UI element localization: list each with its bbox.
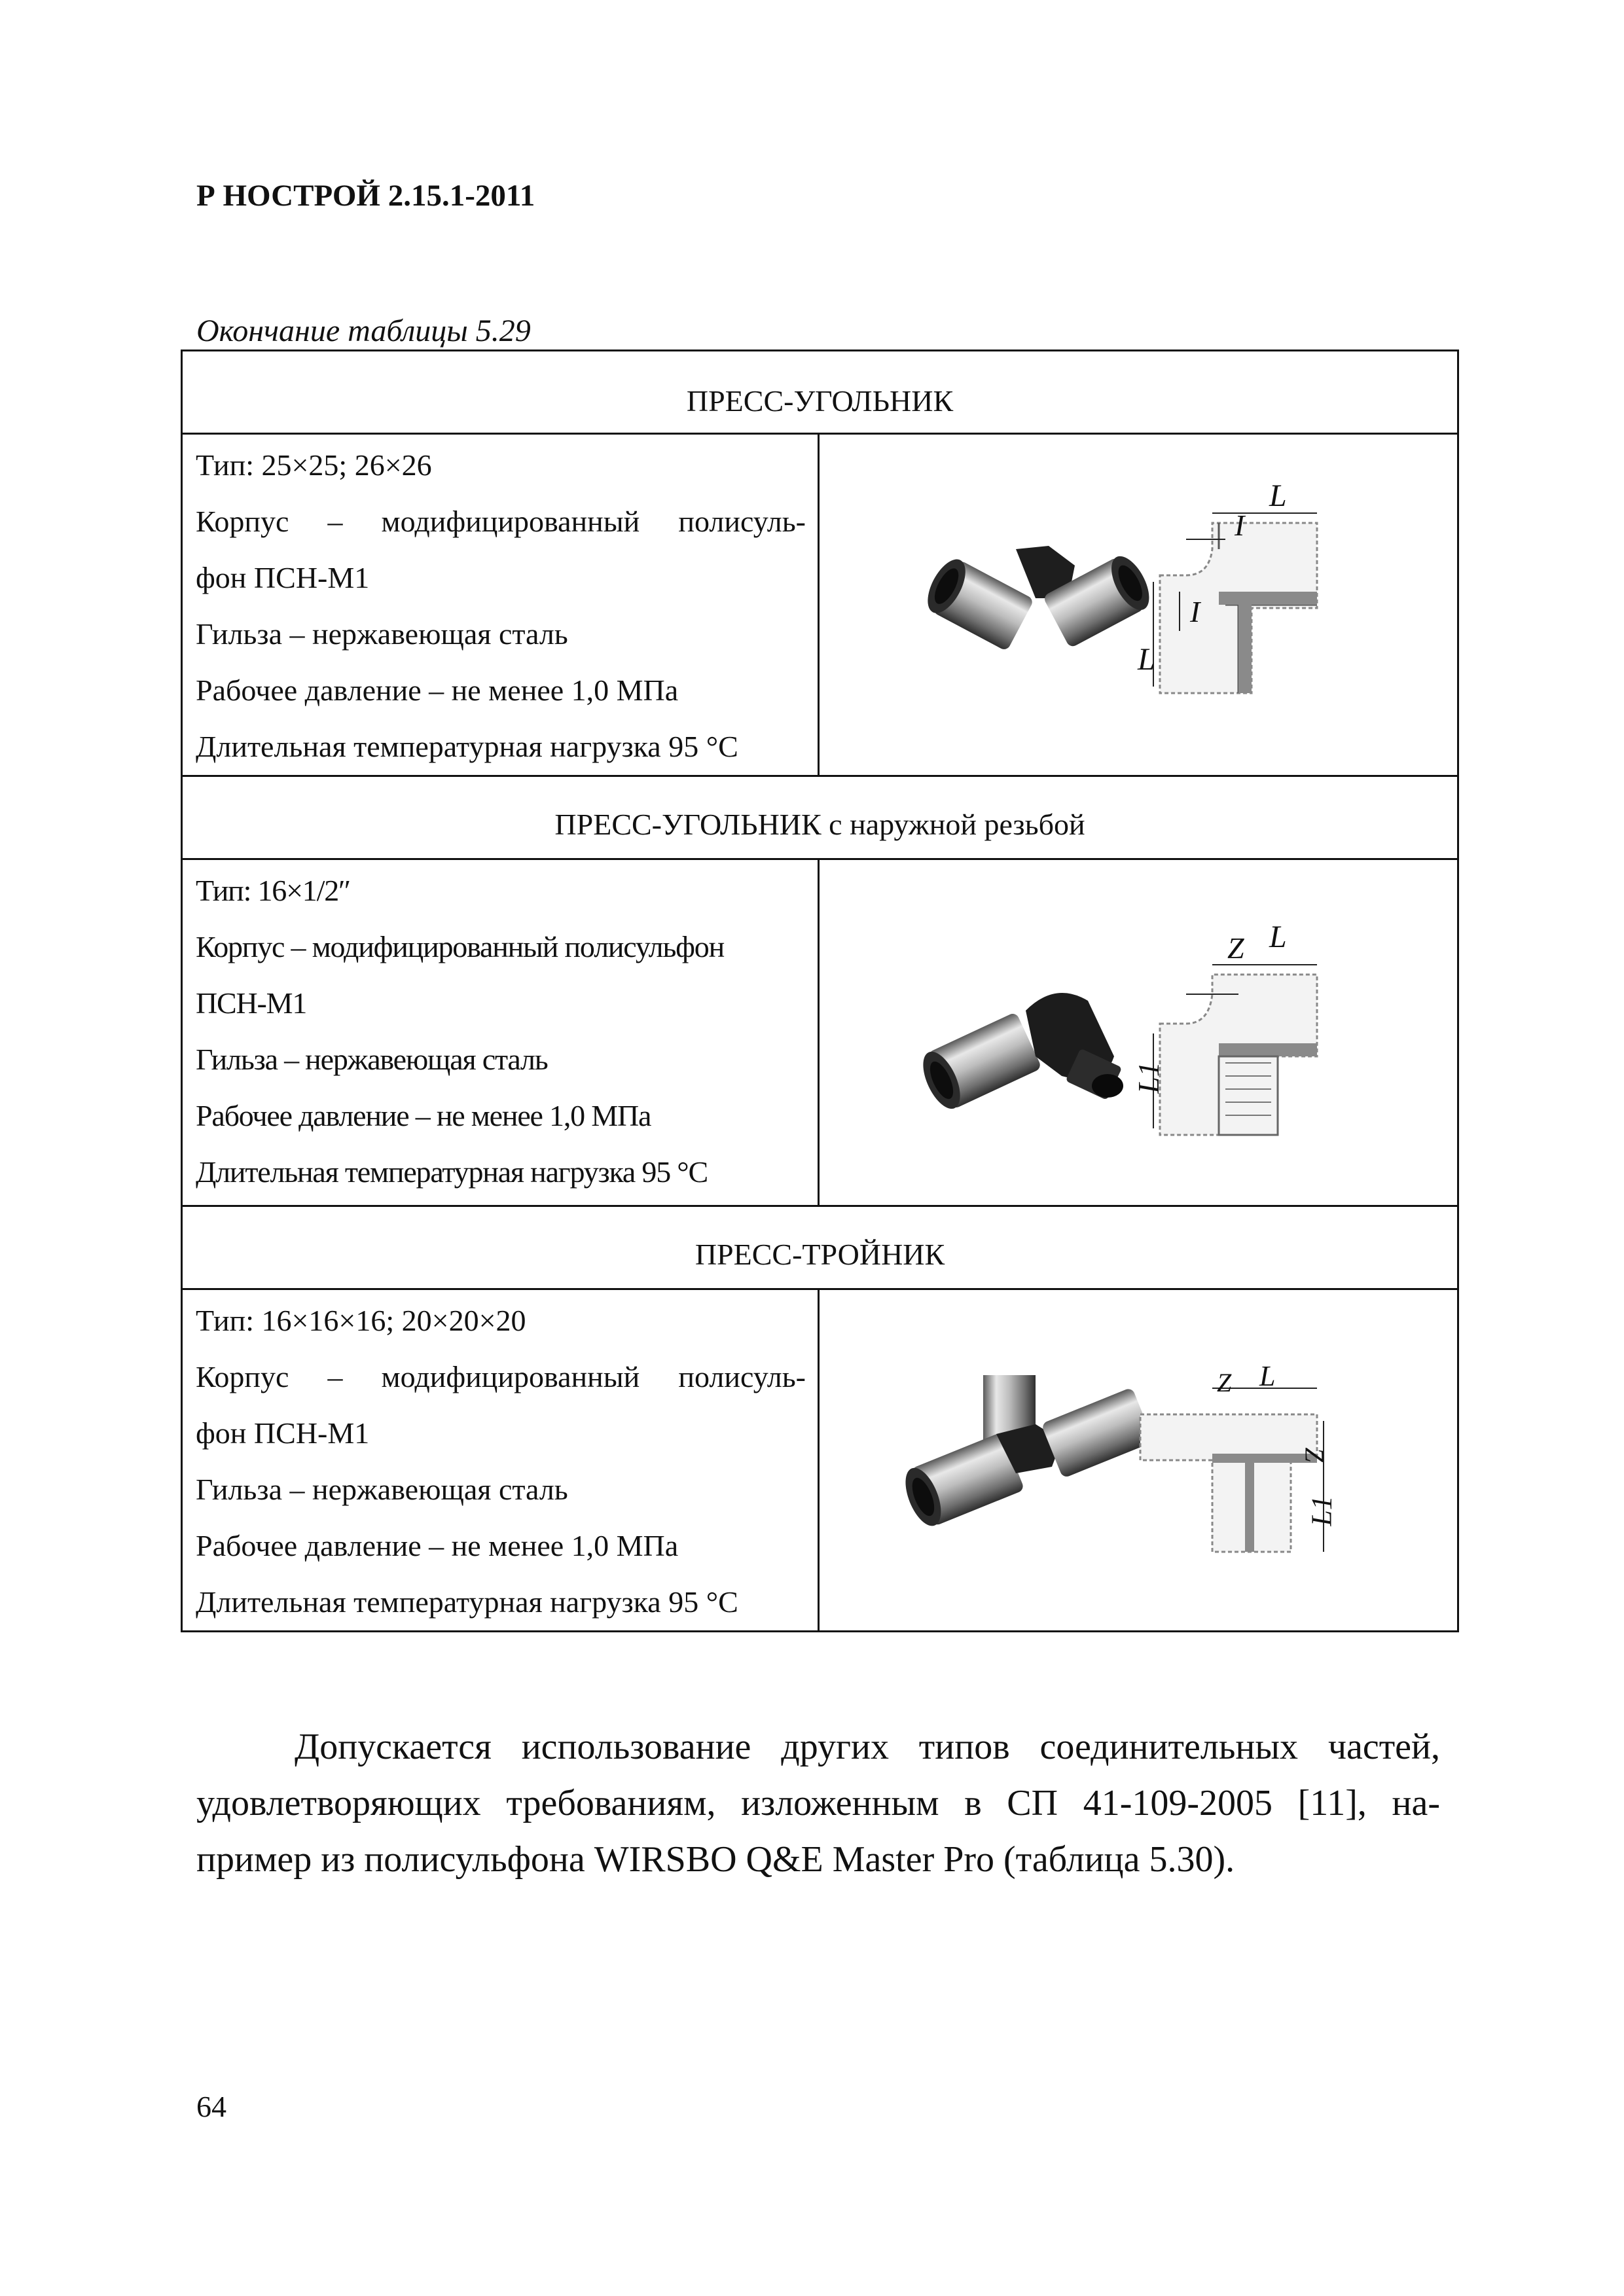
threaded-elbow-photo — [916, 993, 1123, 1115]
fitting-illustration-cell — [819, 859, 1458, 1206]
section-body-row — [182, 1289, 1458, 1632]
spec-description — [182, 859, 819, 1206]
section-header-row — [182, 776, 1458, 859]
page-number: 64 — [196, 2090, 226, 2123]
press-tee-illustration — [820, 1290, 1459, 1630]
dimension-label: Z — [1217, 1368, 1232, 1397]
dimension-label: I — [1190, 595, 1200, 628]
section-title: ПРЕСС-ТРОЙНИК — [695, 1237, 945, 1271]
dimension-label: L — [1269, 920, 1287, 954]
section-header-row — [182, 351, 1458, 434]
body-paragraph — [196, 1719, 1440, 1888]
spec-line: Длительная температурная нагрузка 95 °С — [196, 1585, 738, 1619]
press-elbow-illustration — [820, 435, 1459, 775]
threaded-elbow-section-drawing — [1153, 965, 1317, 1135]
paragraph-line: удовлетворяющих требованиям, изложенным в СП 41-109-2005 [11], на- — [196, 1783, 1440, 1823]
fitting-illustration-cell — [819, 434, 1458, 776]
dimension-label: L1 — [1131, 1062, 1165, 1094]
spec-line: Длительная температурная нагрузка 95 °С — [196, 730, 738, 763]
paragraph-line: Допускается использование других типов соединительных частей, — [295, 1727, 1440, 1767]
dimension-label: Z — [1227, 931, 1244, 965]
spec-line: фон ПСН-М1 — [196, 1416, 370, 1450]
spec-line: Гильза – нержавеющая сталь — [196, 617, 568, 651]
dimension-label: Z — [1299, 1447, 1329, 1462]
spec-description — [182, 434, 819, 776]
dimension-label: L — [1138, 642, 1155, 677]
spec-line: ПСН-М1 — [196, 986, 307, 1020]
spec-line: Тип: 16×16×16; 20×20×20 — [196, 1304, 526, 1337]
section-title-cell — [182, 351, 1458, 434]
spec-line: Корпус – модифицированный полисульфон — [196, 930, 725, 963]
document-code: Р НОСТРОЙ 2.15.1-2011 — [196, 179, 535, 213]
spec-line: Гильза – нержавеющая сталь — [196, 1043, 548, 1076]
spec-line: фон ПСН-М1 — [196, 561, 370, 594]
spec-line: Рабочее давление – не менее 1,0 МПа — [196, 673, 679, 707]
section-title: ПРЕСС-УГОЛЬНИК с наружной резьбой — [554, 807, 1085, 841]
paragraph-line: пример из полисульфона WIRSBO Q&E Master Pro (таблица 5.30). — [196, 1839, 1235, 1880]
spec-line: Гильза – нержавеющая сталь — [196, 1473, 568, 1506]
dimension-label: I — [1235, 509, 1245, 542]
section-header-row — [182, 1206, 1458, 1289]
section-title-cell — [182, 776, 1458, 859]
spec-line: Рабочее давление – не менее 1,0 МПа — [196, 1099, 651, 1132]
spec-table — [181, 350, 1459, 1632]
section-body-row — [182, 434, 1458, 776]
section-body-row — [182, 859, 1458, 1206]
section-title-cell — [182, 1206, 1458, 1289]
section-title: ПРЕСС-УГОЛЬНИК — [686, 384, 954, 418]
dimension-label: L — [1259, 1360, 1276, 1392]
spec-line: Тип: 16×1/2″ — [196, 874, 350, 907]
threaded-elbow-illustration — [820, 860, 1459, 1207]
tee-photo — [898, 1375, 1154, 1532]
spec-line: Рабочее давление – не менее 1,0 МПа — [196, 1529, 679, 1562]
dimension-label: L — [1269, 478, 1287, 513]
table-caption: Окончание таблицы 5.29 — [196, 314, 531, 348]
spec-line: Корпус – модифицированный полисуль- — [196, 505, 806, 538]
elbow-photo — [920, 546, 1157, 651]
dimension-label: L1 — [1305, 1496, 1338, 1526]
spec-line: Корпус – модифицированный полисуль- — [196, 1360, 806, 1393]
fitting-illustration-cell — [819, 1289, 1458, 1632]
spec-line: Длительная температурная нагрузка 95 °С — [196, 1155, 708, 1189]
spec-description — [182, 1289, 819, 1632]
spec-line: Тип: 25×25; 26×26 — [196, 448, 432, 482]
tee-section-drawing — [1140, 1388, 1324, 1552]
